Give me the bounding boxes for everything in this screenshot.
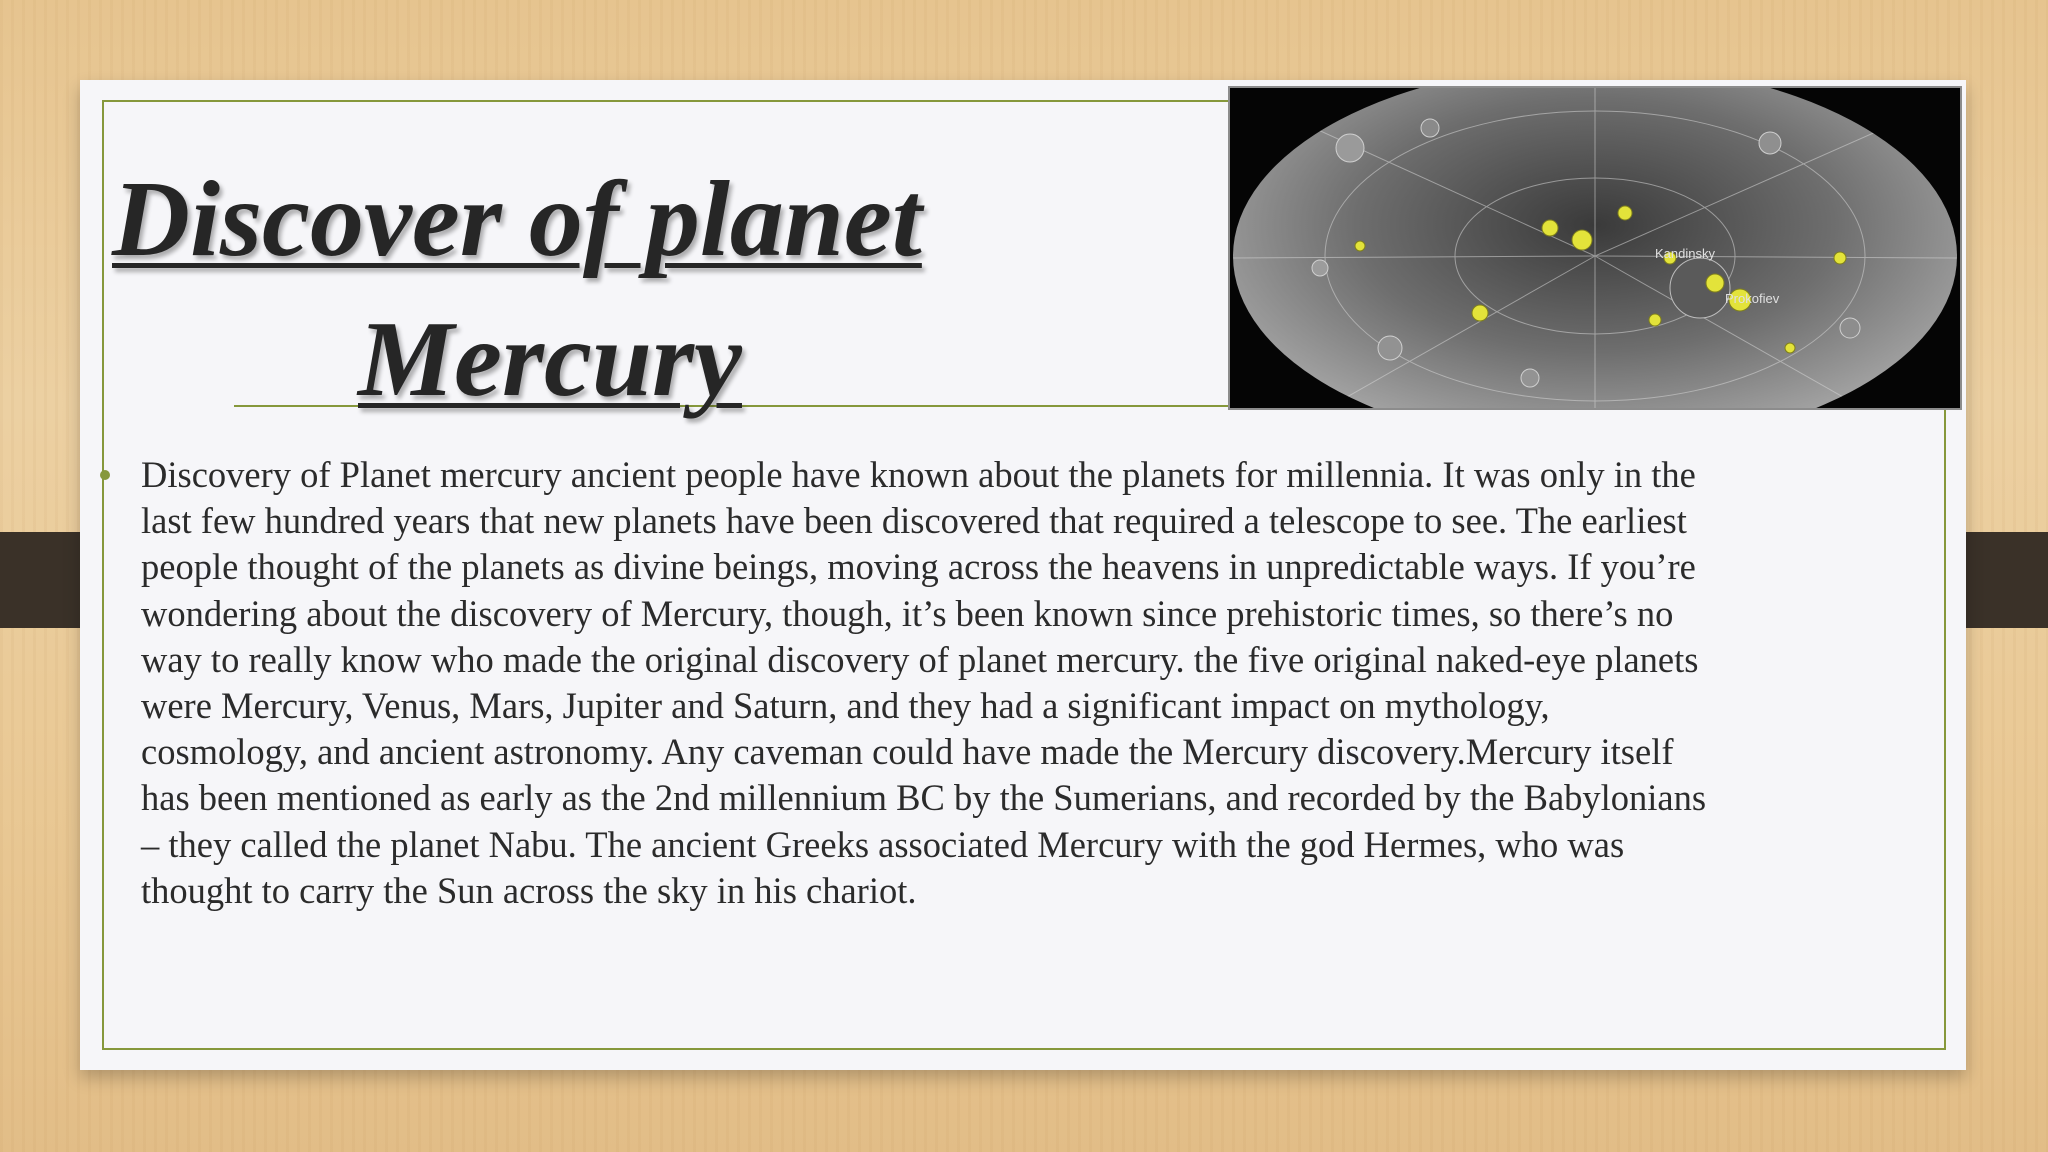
title-line-2: Mercury	[358, 300, 742, 419]
body-paragraph: Discovery of Planet mercury ancient people have known about the planets for millennia. It was only in the last few hundred years that new planets have been discovered that required a telescope to see. The earliest people thought of the planets as divine beings, moving across the heavens in unpredictable ways. If you’re wondering about the discovery of Mercury, though, it’s been known since prehistoric times, so there’s no way to really know who made the original discovery of planet mercury. the five original naked-eye planets were Mercury, Venus, Mars, Jupiter and Saturn, and they had a significant impact on mythology, cosmology, and ancient astronomy. Any caveman could have made the Mercury discovery.Mercury itself has been mentioned as early as the 2nd millennium BC by the Sumerians, and recorded by the Babylonians – they called the planet Nabu. The ancient Greeks associated Mercury with the god Hermes, who was thought to carry the Sun across the sky in his chariot.	[141, 454, 1707, 911]
mercury-pole-image	[1228, 86, 1962, 410]
slide-title	[112, 150, 1042, 430]
frame-left-line	[102, 100, 104, 1050]
frame-bottom-line	[102, 1048, 1946, 1050]
frame-right-line	[1944, 406, 1946, 1050]
frame-top-line	[102, 100, 1230, 102]
label-prokofiev: Prokofiev	[1725, 291, 1780, 306]
mercury-surface-graphic	[1230, 88, 1960, 408]
label-kandinsky: Kandinsky	[1655, 246, 1715, 261]
title-line-1: Discover of planet	[112, 160, 922, 279]
bullet-marker	[100, 470, 110, 480]
